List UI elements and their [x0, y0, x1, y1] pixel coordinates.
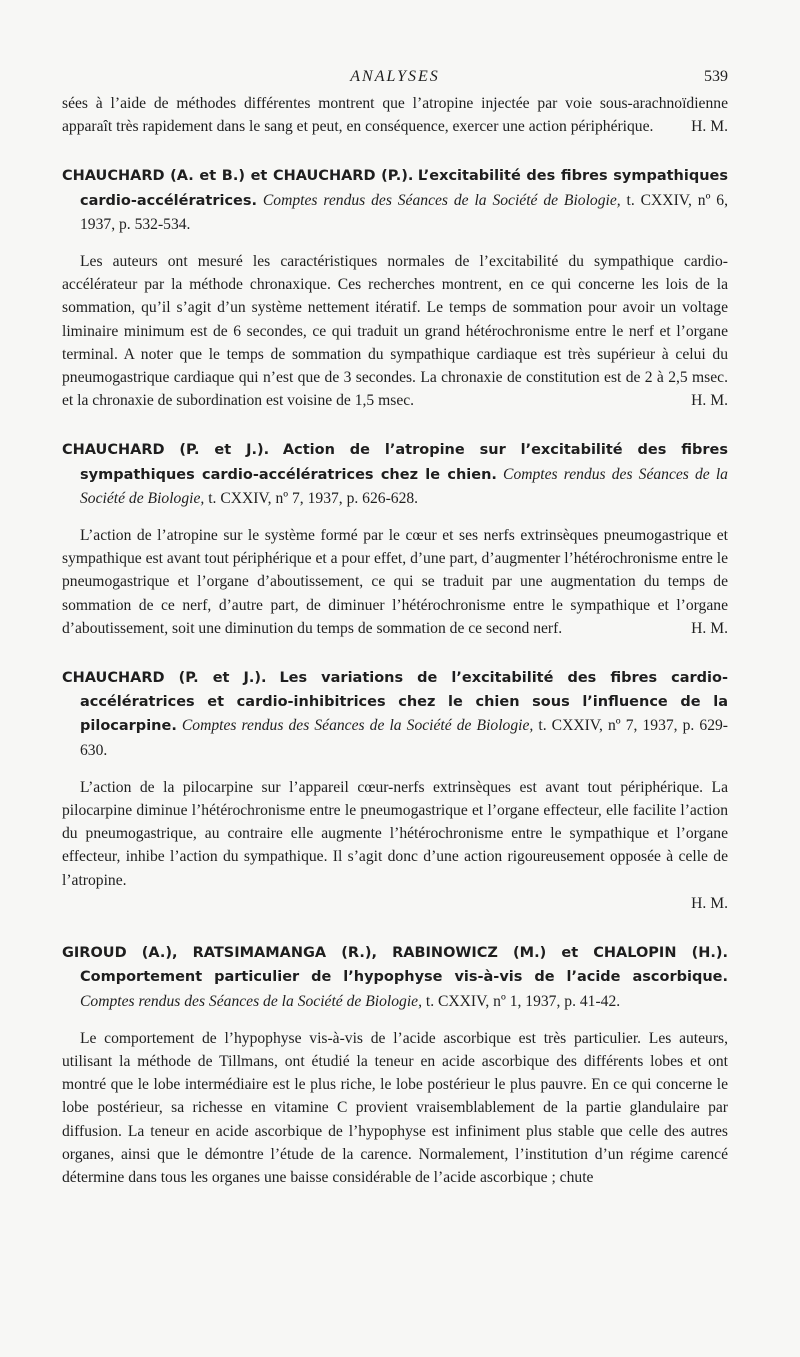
entry-body-1 — [62, 250, 728, 412]
reference-entry-1 — [62, 164, 728, 236]
entry-source: Comptes rendus des Séances de la Société de Biologie, — [262, 191, 621, 209]
page-number: 539 — [704, 68, 728, 85]
entry-signature: H. M. — [691, 619, 728, 637]
entry-source: Comptes rendus des Séances de la Société de Biologie, — [181, 717, 534, 735]
entry-signature: H. M. — [691, 392, 728, 410]
entry-body-text: L’action de l’atropine sur le système formé par le cœur et ses nerfs extrinsèques pneumogastrique et sympathique est avant tout périphérique et a pour effet, d’une part, d’augmenter l’hétérochronisme entre le pneumogastrique et l’organe d’aboutissement, ce qui se traduit par une augmentation du temps de sommation de ce nerf, d’autre part, de diminuer l’hétérochronisme entre le sympathique et l’organe d’aboutissement, soit une diminution du temps de sommation de ce second nerf. — [62, 527, 728, 637]
entry-title: Les variations de l’excitabilité des fibres cardio-accélératrices et cardio-inhibitrices chez le chien sous l’influence de la pilocarpine. — [80, 670, 728, 735]
entry-authors: GIROUD (A.), RATSIMAMANGA (R.), RABINOWICZ (M.) et CHALOPIN (H.). — [62, 945, 728, 962]
running-title: ANALYSES — [350, 68, 440, 85]
entry-body-text: Le comportement de l’hypophyse vis-à-vis de l’acide ascorbique est très particulier. Les auteurs, utilisant la méthode de Tillmans, ont étudié la teneur en acide ascorbique des différents lobes et ont montré que le lobe intermédiaire est le plus riche, le lobe postérieur le plus pauvre. En ce qui concerne le lobe postérieur, sa richesse en vitamine C provient vraisemblablement de la partie glandulaire par diffusion. La teneur en acide ascorbique de l’hypophyse est infiniment plus stable que celle des autres organes, ainsi que le démontre l’étude de la carence. Normalement, l’institution d’un régime carencé détermine dans tous les organes une baisse considérable de l’acide ascorbique ; chute — [62, 1029, 728, 1186]
intro-signature: H. M. — [691, 118, 728, 136]
intro-paragraph — [62, 92, 728, 138]
entry-authors: CHAUCHARD (A. et B.) et CHAUCHARD (P.). — [62, 168, 414, 185]
entry-title: Comportement particulier de l’hypophyse vis-à-vis de l’acide ascorbique. — [80, 969, 728, 986]
entry-body-4 — [62, 1027, 728, 1189]
entry-authors: CHAUCHARD (P. et J.). — [62, 442, 270, 459]
entry-body-2 — [62, 524, 728, 640]
entry-signature-line — [62, 892, 728, 915]
reference-entry-4 — [62, 941, 728, 1013]
entry-details: t. CXXIV, nº 6, 1937, p. 532-534. — [80, 191, 728, 233]
entry-source: Comptes rendus des Séances de la Société de Biologie, — [80, 465, 728, 507]
entry-authors: CHAUCHARD (P. et J.). — [62, 670, 267, 687]
entry-body-text: Les auteurs ont mesuré les caractéristiques normales de l’excitabilité du sympathique cardio-accélérateur par la méthode chronaxique. Ces recherches montrent, en ce qui concerne les lois de la sommation, qu’il s’agit d’un système nettement itératif. Le temps de sommation pour avoir un voltage liminaire minimum est de 6 secondes, ce qui traduit un grand hétérochronisme entre le nerf et l’organe terminal. A noter que le temps de sommation du sympathique cardiaque est très supérieur à celui du pneumogastrique cardiaque qui n’est que de 3 secondes. La chronaxie de constitution est de 2 à 2,5 msec. et la chronaxie de subordination est voisine de 1,5 msec. — [62, 253, 728, 410]
intro-text: sées à l’aide de méthodes différentes montrent que l’atropine injectée par voie sous-arachnoïdienne apparaît très rapidement dans le sang et peut, en conséquence, exercer une action périphérique. — [62, 95, 728, 136]
reference-entry-3 — [62, 666, 728, 762]
page — [62, 64, 728, 1189]
entry-details: t. CXXIV, nº 7, 1937, p. 626-628. — [208, 489, 419, 507]
running-header — [62, 64, 728, 88]
reference-entry-2 — [62, 438, 728, 510]
entry-details: t. CXXIV, nº 1, 1937, p. 41-42. — [425, 992, 621, 1010]
entry-body-3 — [62, 776, 728, 892]
entry-source: Comptes rendus des Séances de la Société de Biologie, — [80, 992, 422, 1010]
entry-signature: H. M. — [691, 894, 728, 912]
entry-body-text: L’action de la pilocarpine sur l’appareil cœur-nerfs extrinsèques est avant tout périphérique. La pilocarpine diminue l’hétérochronisme entre le pneumogastrique et l’organe effecteur, elle facilite l’action du pneumogastrique, au contraire elle augmente l’hétérochronisme entre le sympathique et l’organe effecteur, inhibe l’action du sympathique. Il s’agit donc d’une action rigoureusement opposée à celle de l’atropine. — [62, 778, 728, 889]
entry-details: t. CXXIV, nº 7, 1937, p. 629-630. — [80, 717, 728, 759]
entry-title: L’excitabilité des fibres sympathiques cardio-accélératrices. — [80, 168, 728, 209]
entry-title: Action de l’atropine sur l’excitabilité des fibres sympathiques cardio-accélératrices chez le chien. — [80, 442, 729, 483]
